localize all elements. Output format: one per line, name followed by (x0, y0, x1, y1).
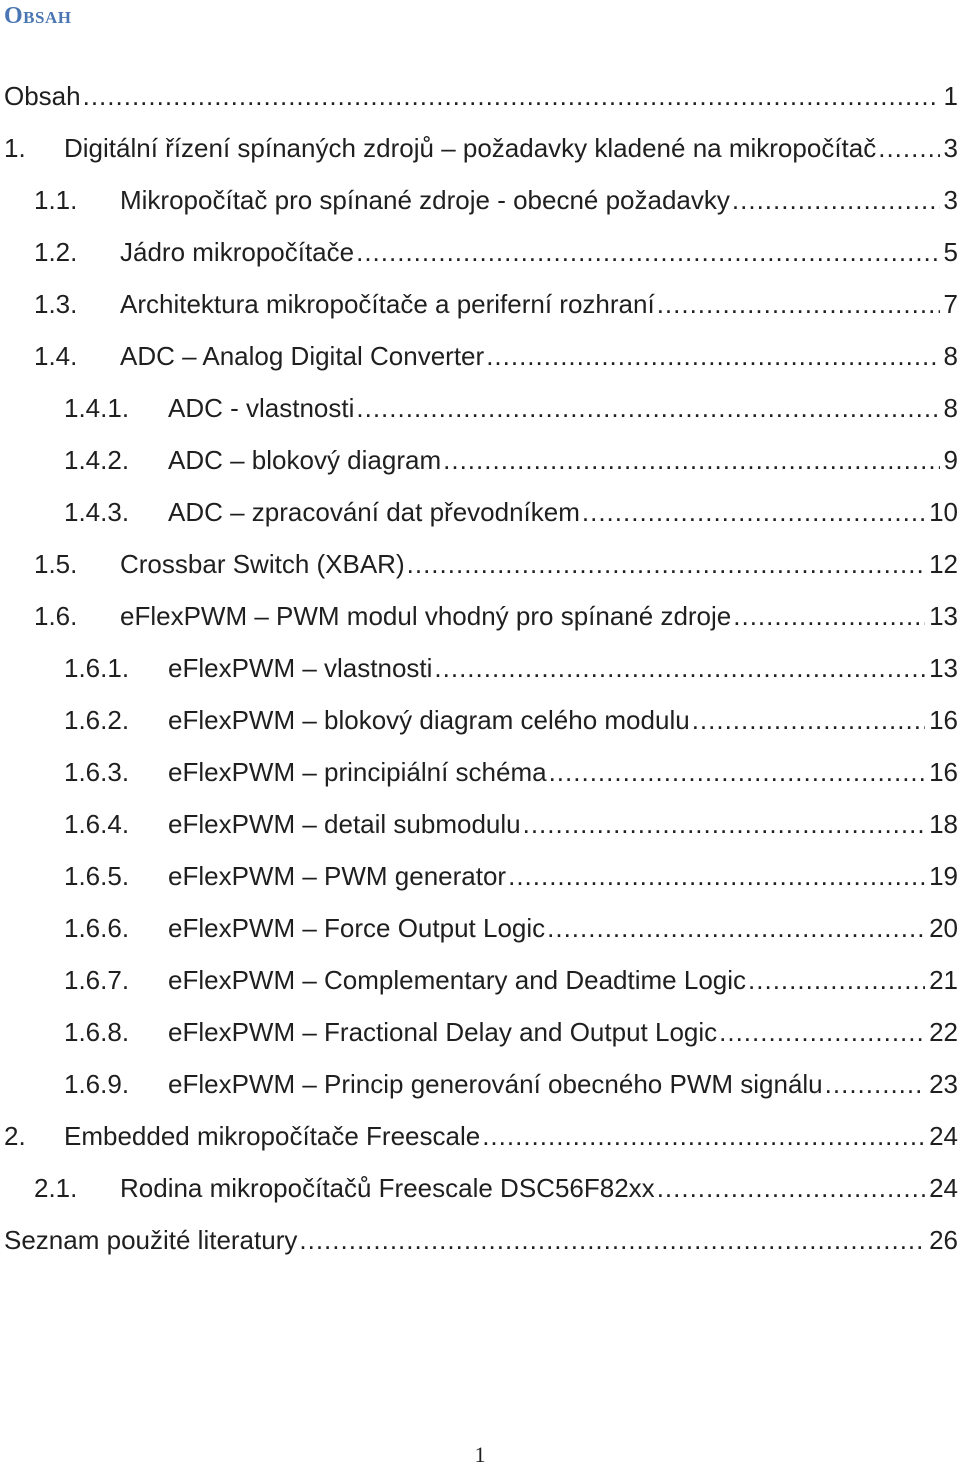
toc-entry-number: 1.4. (34, 341, 78, 371)
toc-entry-number: 1.4.3. (64, 497, 130, 527)
toc-dot-leader (719, 1016, 925, 1048)
toc-entry-number: 1.6.4. (64, 809, 130, 839)
toc-entry-page[interactable]: 26 (929, 1225, 958, 1255)
toc-entry-title[interactable]: eFlexPWM – PWM modul vhodný pro spínané zdroje (120, 601, 732, 631)
toc-entry[interactable] (0, 1112, 958, 1152)
toc-entry-page[interactable]: 21 (929, 965, 958, 995)
toc-entry-number: 1.3. (34, 289, 78, 319)
toc-entry[interactable] (0, 540, 958, 580)
toc-entry-title[interactable]: Jádro mikropočítače (120, 237, 355, 267)
toc-entry[interactable] (0, 1060, 958, 1100)
toc-entry[interactable] (0, 176, 958, 216)
toc-entry-page[interactable]: 24 (929, 1121, 958, 1151)
toc-entry-page[interactable]: 16 (929, 757, 958, 787)
toc-dot-leader (549, 756, 926, 788)
toc-dot-leader (508, 860, 925, 892)
toc-entry-page[interactable]: 8 (943, 341, 958, 371)
toc-entry-number: 1.5. (34, 549, 78, 579)
toc-dot-leader (434, 652, 925, 684)
toc-entry-page[interactable]: 1 (943, 81, 958, 111)
toc-entry-number: 1.6.6. (64, 913, 130, 943)
toc-dot-leader (657, 1172, 925, 1204)
toc-entry-page[interactable]: 5 (943, 237, 958, 267)
toc-entry-page[interactable]: 3 (943, 185, 958, 215)
toc-entry[interactable] (0, 488, 958, 528)
toc-dot-leader (732, 184, 940, 216)
toc-entry-title[interactable]: eFlexPWM – PWM generator (168, 861, 507, 891)
toc-dot-leader (692, 704, 925, 736)
toc-entry-page[interactable]: 3 (943, 133, 958, 163)
toc-entry-number: 1.4.1. (64, 393, 130, 423)
toc-dot-leader (878, 132, 939, 164)
toc-entry-title[interactable]: Embedded mikropočítače Freescale (64, 1121, 481, 1151)
toc-entry-page[interactable]: 9 (943, 445, 958, 475)
toc-entry[interactable] (0, 384, 958, 424)
toc-entry-number: 1.2. (34, 237, 78, 267)
toc-entry-title[interactable]: eFlexPWM – Princip generování obecného PWM signálu (168, 1069, 823, 1099)
toc-entry-title[interactable]: eFlexPWM – Force Output Logic (168, 913, 546, 943)
toc-entry-number: 2.1. (34, 1173, 78, 1203)
toc-entry-title[interactable]: eFlexPWM – Fractional Delay and Output Logic (168, 1017, 718, 1047)
toc-entry-number: 1.6. (34, 601, 78, 631)
page-number: 1 (474, 1442, 486, 1467)
toc-entry[interactable] (0, 904, 958, 944)
toc-entry-page[interactable]: 16 (929, 705, 958, 735)
toc-entry[interactable] (0, 956, 958, 996)
toc-dot-leader (482, 1120, 925, 1152)
toc-entry-number: 1.4.2. (64, 445, 130, 475)
toc-entry[interactable] (0, 800, 958, 840)
toc-dot-leader (407, 548, 925, 580)
toc-entry-title[interactable]: ADC – Analog Digital Converter (120, 341, 485, 371)
toc-entry-title[interactable]: eFlexPWM – detail submodulu (168, 809, 521, 839)
toc-entry-number: 1.6.1. (64, 653, 130, 683)
toc-dot-leader (748, 964, 925, 996)
toc-entry-title[interactable]: Mikropočítač pro spínané zdroje - obecné požadavky (120, 185, 730, 215)
toc-dot-leader (443, 444, 939, 476)
toc-entry-title[interactable]: Seznam použité literatury (4, 1225, 298, 1255)
toc-dot-leader (657, 288, 940, 320)
toc-entry[interactable] (0, 1216, 958, 1256)
toc-entry-page[interactable]: 13 (929, 601, 958, 631)
toc-entry[interactable] (0, 1164, 958, 1204)
toc-entry-title[interactable]: eFlexPWM – principiální schéma (168, 757, 547, 787)
toc-entry-number: 1.6.3. (64, 757, 130, 787)
toc-entry-number: 1.6.5. (64, 861, 130, 891)
toc-entry-page[interactable]: 19 (929, 861, 958, 891)
toc-entry-page[interactable]: 18 (929, 809, 958, 839)
toc-entry-title[interactable]: ADC – zpracování dat převodníkem (168, 497, 580, 527)
toc-entry[interactable] (0, 124, 958, 164)
toc-entry[interactable] (0, 696, 958, 736)
toc-entry-title[interactable]: Architektura mikropočítače a periferní rozhraní (120, 289, 655, 319)
toc-entry[interactable] (0, 228, 958, 268)
toc-entry[interactable] (0, 332, 958, 372)
toc-entry-title[interactable]: ADC – blokový diagram (168, 445, 442, 475)
toc-entry-number: 1.6.8. (64, 1017, 130, 1047)
toc-entry-page[interactable]: 24 (929, 1173, 958, 1203)
toc-entry-title[interactable]: eFlexPWM – Complementary and Deadtime Logic (168, 965, 747, 995)
toc-entry-page[interactable]: 22 (929, 1017, 958, 1047)
toc-entry-page[interactable]: 10 (929, 497, 958, 527)
toc-entry-title[interactable]: Digitální řízení spínaných zdrojů – požadavky kladené na mikropočítač (64, 133, 877, 163)
toc-entry-number: 1.6.9. (64, 1069, 130, 1099)
toc-dot-leader (547, 912, 925, 944)
toc-dot-leader (582, 496, 925, 528)
toc-entry[interactable] (0, 592, 958, 632)
toc-entry-number: 1.6.2. (64, 705, 130, 735)
toc-entry-number: 1.1. (34, 185, 78, 215)
toc-entry-title[interactable]: ADC - vlastnosti (168, 393, 355, 423)
toc-dot-leader (486, 340, 939, 372)
toc-entry[interactable] (0, 436, 958, 476)
toc-entry-title[interactable]: eFlexPWM – vlastnosti (168, 653, 433, 683)
toc-entry[interactable] (0, 748, 958, 788)
toc-entry-page[interactable]: 8 (943, 393, 958, 423)
toc-entry-page[interactable]: 13 (929, 653, 958, 683)
toc-entry-number: 1. (4, 133, 26, 163)
toc-entry-number: 1.6.7. (64, 965, 130, 995)
toc-dot-leader (356, 236, 939, 268)
toc-dot-leader (523, 808, 925, 840)
toc-entry-page[interactable]: 23 (929, 1069, 958, 1099)
toc-entry[interactable] (0, 644, 958, 684)
toc-entry-title[interactable]: Crossbar Switch (XBAR) (120, 549, 405, 579)
toc-entry[interactable] (0, 280, 958, 320)
toc-entry-page[interactable]: 7 (943, 289, 958, 319)
toc-entry-title[interactable]: eFlexPWM – blokový diagram celého modulu (168, 705, 690, 735)
toc-entry-number: 2. (4, 1121, 26, 1151)
toc-entry-page[interactable]: 12 (929, 549, 958, 579)
toc-dot-leader (825, 1068, 925, 1100)
toc-entry[interactable] (0, 72, 958, 112)
toc-entry-title[interactable]: Obsah (4, 81, 81, 111)
toc-dot-leader (356, 392, 939, 424)
toc-entry[interactable] (0, 1008, 958, 1048)
toc-entry-page[interactable]: 20 (929, 913, 958, 943)
toc-heading: Obsah (4, 3, 72, 29)
toc-entry[interactable] (0, 852, 958, 892)
toc-dot-leader (83, 80, 940, 112)
toc-dot-leader (299, 1224, 925, 1256)
toc-dot-leader (733, 600, 925, 632)
toc-entry-title[interactable]: Rodina mikropočítačů Freescale DSC56F82xx (120, 1173, 655, 1203)
